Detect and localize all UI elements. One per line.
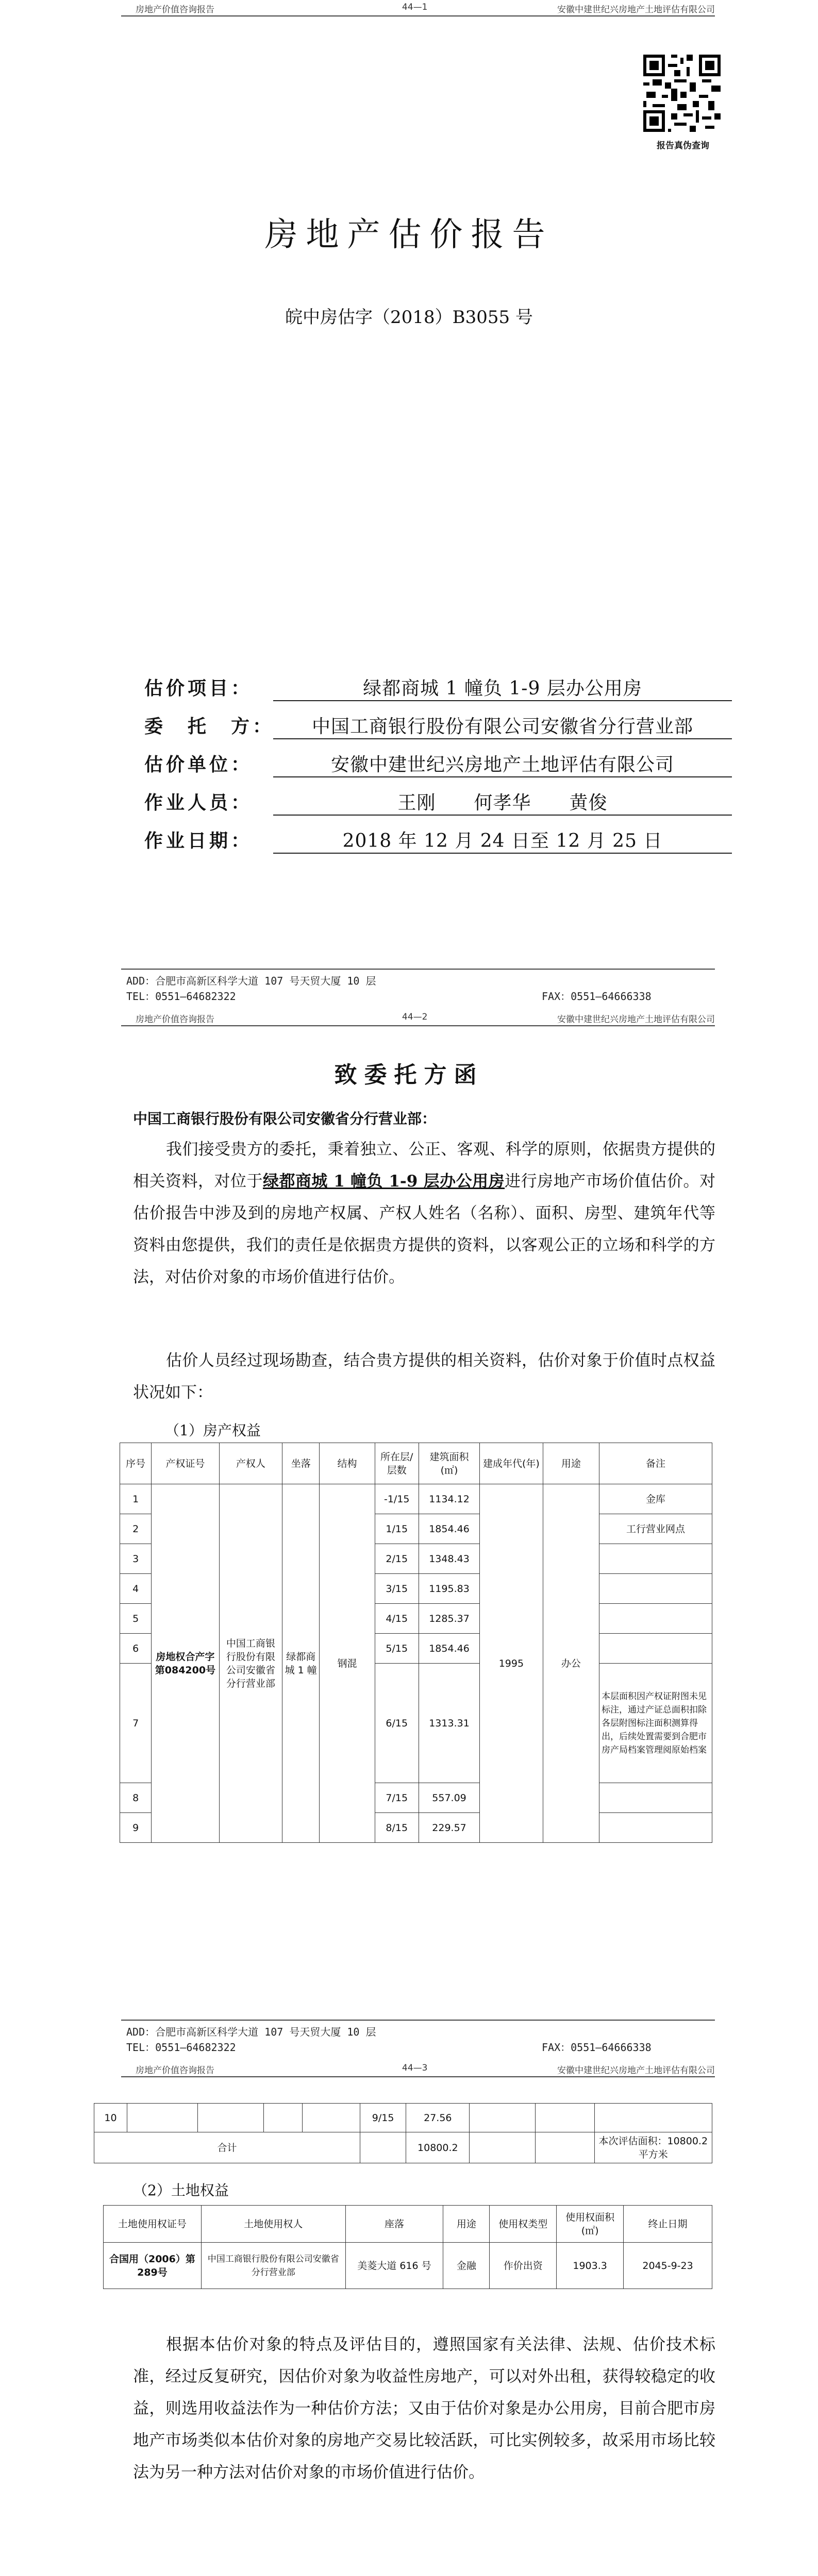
cell-floor: 9/15 (360, 2104, 406, 2132)
cell-year (470, 2132, 536, 2163)
col-header: 用途 (543, 1443, 599, 1484)
cell-note (599, 1544, 712, 1574)
col-header: 备注 (599, 1443, 712, 1484)
info-value: 中国工商银行股份有限公司安徽省分行营业部 (273, 712, 732, 739)
cell-floor: 6/15 (375, 1664, 419, 1783)
info-label: 作业人员： (144, 792, 253, 814)
cell-area: 1313.31 (419, 1664, 479, 1783)
page-header (121, 1010, 715, 1026)
letter-paragraph-1 (133, 1133, 715, 1293)
cell-note (594, 2104, 712, 2132)
subsection-house: （1）房产权益 (165, 1422, 261, 1439)
letter-paragraph-3: 根据本估价对象的特点及评估目的，遵照国家有关法律、法规、估价技术标准，经过反复研究，因估价对象为收益性房地产，可以对外出租，获得较稳定的收益，则选用收益法作为一种估价方法；又由于估价对象是办公用房，目前合肥市房地产市场类似本估价对象的房地产交易比较活跃，可比实例较多，故采用市场比较法为另一种方法对估价对象的市场价值进行估价。 (133, 2335, 715, 2482)
cell-area: 557.09 (419, 1783, 479, 1813)
header-left: 房地产价值咨询报告 (136, 1014, 214, 1025)
cell-land-owner: 中国工商银行股份有限公司安徽省分行营业部 (201, 2243, 345, 2289)
header-right: 安徽中建世纪兴房地产土地评估有限公司 (557, 2065, 715, 2076)
cell-no: 1 (120, 1484, 152, 1514)
qr-caption: 报告真伪查询 (657, 141, 709, 151)
cell-land-type: 作价出资 (490, 2243, 557, 2289)
footer-tel: TEL：0551—64682322 (126, 990, 236, 1003)
cell-no: 7 (120, 1664, 152, 1783)
footer-tel: TEL：0551—64682322 (126, 2041, 236, 2054)
cell-no: 3 (120, 1544, 152, 1574)
cell-floor (360, 2132, 406, 2163)
cell-note (599, 1783, 712, 1813)
report-number: 皖中房估字（2018）B3055 号 (285, 307, 533, 328)
cell-no: 6 (120, 1634, 152, 1664)
letter-title: 致委托方函 (334, 1062, 484, 1088)
cell-structure: 钢混 (320, 1484, 375, 1843)
letter-page-1 (0, 1010, 818, 2056)
col-header: 建筑面积(㎡) (419, 1443, 479, 1484)
cell-no: 8 (120, 1783, 152, 1813)
total-area: 10800.2 (406, 2132, 470, 2163)
report-title: 房地产估价报告 (264, 216, 554, 254)
table-header-row (104, 2206, 712, 2243)
col-header: 终止日期 (624, 2206, 712, 2243)
cell-note: 工行营业网点 (599, 1514, 712, 1544)
cell-no: 5 (120, 1604, 152, 1634)
cell-floor: 1/15 (375, 1514, 419, 1544)
cell-land-end-date: 2045-9-23 (624, 2243, 712, 2289)
info-label: 估价单位： (144, 754, 253, 775)
cell-structure (303, 2104, 360, 2132)
table-row (94, 2104, 712, 2132)
letter-addressee: 中国工商银行股份有限公司安徽省分行营业部： (133, 1110, 437, 1127)
letter-page-2 (0, 2061, 818, 2576)
property-name: 绿都商城 1 幢负 1-9 层办公用房 (262, 1172, 505, 1191)
col-header: 结构 (320, 1443, 375, 1484)
cell-land-location: 美菱大道 616 号 (345, 2243, 443, 2289)
page-header (121, 0, 715, 16)
col-header: 坐落 (282, 1443, 320, 1484)
table-header-row (120, 1443, 712, 1484)
cell-note: 本层面积因产权证附图未见标注，通过产证总面积扣除各层附图标注面积测算得出，后续处置需要到合肥市房产局档案管理阅原始档案 (599, 1664, 712, 1783)
cell-floor: 7/15 (375, 1783, 419, 1813)
col-header: 使用权面积(㎡) (557, 2206, 624, 2243)
header-left: 房地产价值咨询报告 (136, 2065, 214, 2076)
cell-area: 1348.43 (419, 1544, 479, 1574)
cell-use (536, 2132, 594, 2163)
cell-year: 1995 (480, 1484, 543, 1843)
cell-land-use: 金融 (443, 2243, 490, 2289)
table-row (104, 2243, 712, 2289)
header-right: 安徽中建世纪兴房地产土地评估有限公司 (557, 5, 715, 15)
cell-area: 1854.46 (419, 1634, 479, 1664)
text-span: 进行房地产市场价值估价。对估价报告中涉及到的房地产权属、产权人姓名（名称）、面积、房型、建筑年代等资料由您提供，我们的责任是依据贵方提供的资料，以客观公正的立场和科学的方法，对估价对象的市场价值进行估价。 (133, 1172, 716, 1286)
col-header: 土地使用权人 (201, 2206, 345, 2243)
house-rights-table (120, 1443, 712, 1843)
cell-cert: 房地权合产字第084200号 (152, 1484, 219, 1843)
cell-use (536, 2104, 594, 2132)
info-label: 作业日期： (144, 830, 253, 852)
cell-floor: -1/15 (375, 1484, 419, 1514)
page-footer (121, 2020, 715, 2057)
cell-note (599, 1574, 712, 1604)
footer-fax: FAX：0551—64666338 (542, 2041, 652, 2054)
header-left: 房地产价值咨询报告 (136, 5, 214, 15)
header-page-number: 44—1 (402, 2, 428, 12)
info-value: 2018 年 12 月 24 日至 12 月 25 日 (273, 826, 732, 854)
cell-area: 1285.37 (419, 1604, 479, 1634)
cell-area: 1195.83 (419, 1574, 479, 1604)
text-span: 我们接受贵方的委托，秉着独立、公正、客观、科学的原则，依据贵方提供的相关资料，对位于 (133, 1140, 715, 1191)
cell-no: 2 (120, 1514, 152, 1544)
info-label: 委 托 方： (144, 716, 275, 737)
table-total-row (94, 2132, 712, 2163)
col-header: 座落 (345, 2206, 443, 2243)
house-rights-table-continued (94, 2103, 712, 2163)
cell-no: 9 (120, 1813, 152, 1843)
info-value: 安徽中建世纪兴房地产土地评估有限公司 (273, 750, 732, 777)
cell-note (599, 1604, 712, 1634)
col-header: 序号 (120, 1443, 152, 1484)
info-value: 王刚 何孝华 黄俊 (273, 788, 732, 816)
col-header: 土地使用权证号 (104, 2206, 202, 2243)
col-header: 产权人 (219, 1443, 282, 1484)
header-page-number: 44—3 (402, 2063, 428, 2073)
info-label: 估价项目： (144, 677, 253, 699)
cell-area: 1854.46 (419, 1514, 479, 1544)
table-row (120, 1484, 712, 1514)
cell-floor: 3/15 (375, 1574, 419, 1604)
footer-fax: FAX：0551—64666338 (542, 990, 652, 1003)
cell-no: 4 (120, 1574, 152, 1604)
col-header: 建成年代(年) (480, 1443, 543, 1484)
header-page-number: 44—2 (402, 1012, 428, 1022)
page-footer (121, 969, 715, 1006)
cell-note (599, 1634, 712, 1664)
cell-cert (127, 2104, 197, 2132)
total-note: 本次评估面积：10800.2 平方米 (594, 2132, 712, 2163)
cell-year (470, 2104, 536, 2132)
cell-floor: 8/15 (375, 1813, 419, 1843)
cell-owner: 中国工商银行股份有限公司安徽省分行营业部 (219, 1484, 282, 1843)
land-rights-table (103, 2205, 712, 2289)
subsection-land: （2）土地权益 (133, 2182, 229, 2199)
total-label: 合计 (94, 2132, 360, 2163)
cell-area: 27.56 (406, 2104, 470, 2132)
col-header: 所在层/层数 (375, 1443, 419, 1484)
col-header: 用途 (443, 2206, 490, 2243)
cell-location (263, 2104, 302, 2132)
cell-land-area: 1903.3 (557, 2243, 624, 2289)
cell-area: 1134.12 (419, 1484, 479, 1514)
cell-note: 金库 (599, 1484, 712, 1514)
cover-page (0, 0, 818, 1005)
header-right: 安徽中建世纪兴房地产土地评估有限公司 (557, 1014, 715, 1025)
letter-paragraph-2: 估价人员经过现场勘查，结合贵方提供的相关资料，估价对象于价值时点权益状况如下： (133, 1351, 715, 1402)
cell-note (599, 1813, 712, 1843)
col-header: 使用权类型 (490, 2206, 557, 2243)
footer-address: ADD：合肥市高新区科学大道 107 号天贸大厦 10 层 (126, 2026, 376, 2038)
cell-floor: 4/15 (375, 1604, 419, 1634)
cell-land-cert: 合国用（2006）第289号 (104, 2243, 202, 2289)
cell-use: 办公 (543, 1484, 599, 1843)
cell-no: 10 (94, 2104, 127, 2132)
cell-floor: 5/15 (375, 1634, 419, 1664)
info-value: 绿都商城 1 幢负 1-9 层办公用房 (273, 674, 732, 701)
col-header: 产权证号 (152, 1443, 219, 1484)
cell-floor: 2/15 (375, 1544, 419, 1574)
footer-address: ADD：合肥市高新区科学大道 107 号天贸大厦 10 层 (126, 975, 376, 987)
cell-owner (197, 2104, 263, 2132)
cell-area: 229.57 (419, 1813, 479, 1843)
qr-code-icon[interactable] (643, 55, 721, 132)
cell-location: 绿都商城 1 幢 (282, 1484, 320, 1843)
page-header (121, 2061, 715, 2077)
